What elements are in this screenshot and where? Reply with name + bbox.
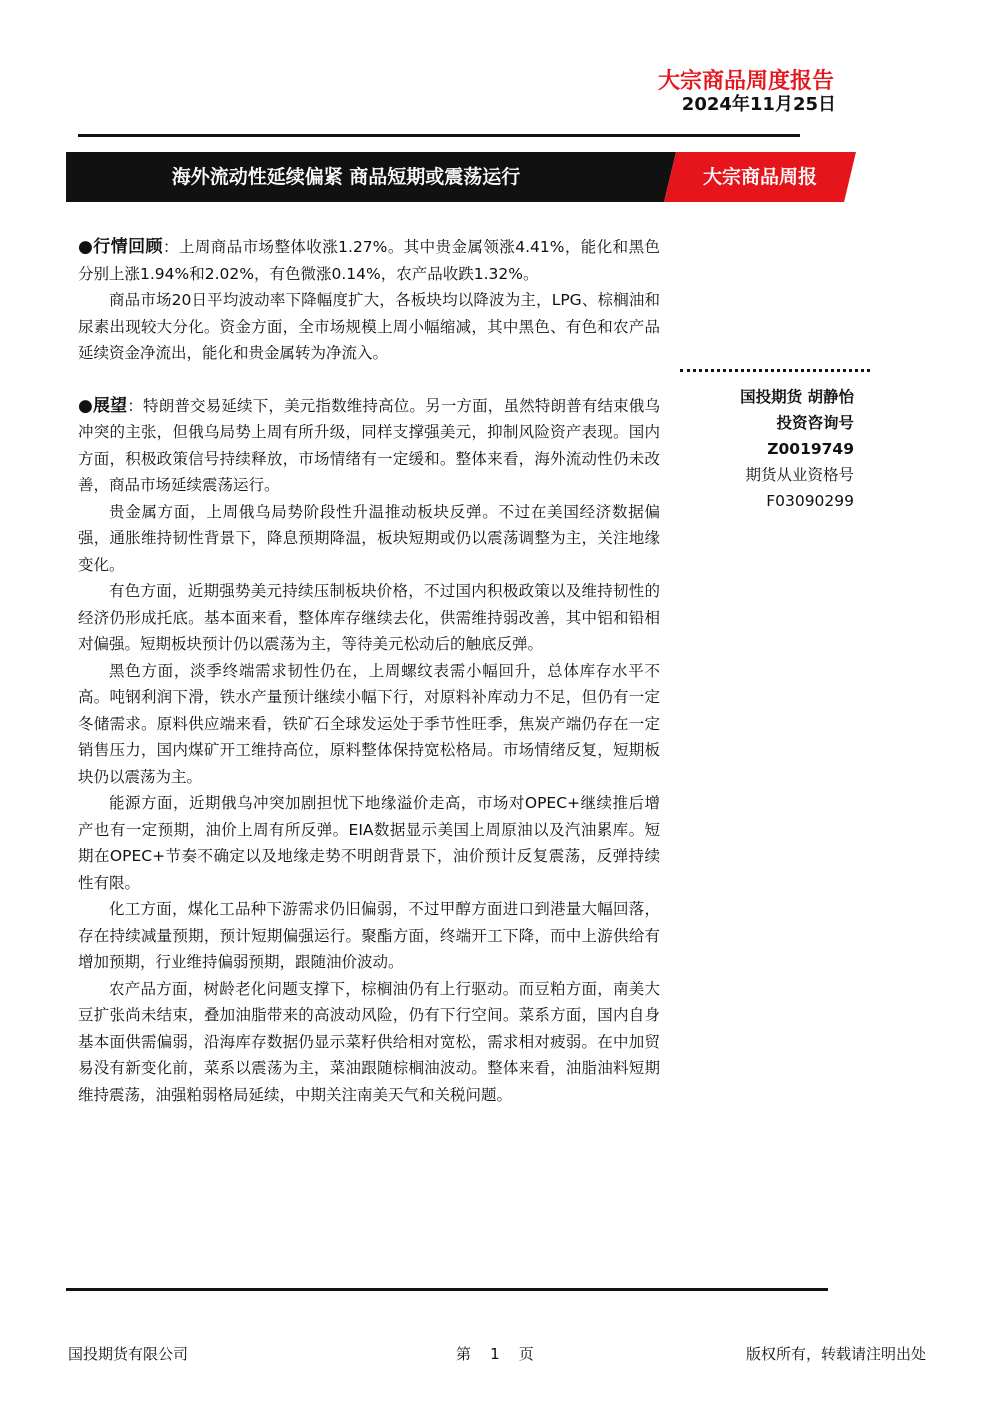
outlook-text: 特朗普交易延续下，美元指数维持高位。另一方面，虽然特朗普有结束俄乌冲突的主张，但俄乌局势上周有所升级，同样支撑强美元，抑制风险资产表现。国内方面，积极政策信号持续释放，市场情绪有一定缓和。整体来看，海外流动性仍未改善，商品市场延续震荡运行。 <box>78 396 660 494</box>
report-type-title: 大宗商品周度报告 <box>657 69 834 94</box>
qualification-number: F03090299 <box>766 492 854 510</box>
page-number: 第 1 页 <box>456 1345 534 1363</box>
author-name: 国投期货 胡静怡 <box>740 388 854 406</box>
chemical-paragraph: 化工方面，煤化工品种下游需求仍旧偏弱，不过甲醇方面进口到港量大幅回落，存在持续减量预期，预计短期偏强运行。聚酯方面，终端开工下降，而中上游供给有增加预期，行业维持偏弱预期，跟随油价波动。 <box>78 900 660 971</box>
market-review-text: 上周商品市场整体收涨1.27%。其中贵金属领涨4.41%，能化和黑色分别上涨1.94%和2.02%，有色微涨0.14%，农产品收跌1.32%。 <box>78 238 660 283</box>
consulting-number: Z0019749 <box>767 440 854 458</box>
author-divider <box>680 369 870 372</box>
report-headline: 海外流动性延续偏紧 商品短期或震荡运行 <box>171 166 521 188</box>
outlook-paragraph <box>78 393 660 499</box>
precious-metals-paragraph: 贵金属方面，上周俄乌局势阶段性升温推动板块反弹。不过在美国经济数据偏强，通胀维持韧性背景下，降息预期降温，板块短期或仍以震荡调整为主，关注地缘变化。 <box>78 502 660 574</box>
nonferrous-paragraph: 有色方面，近期强势美元持续压制板块价格，不过国内积极政策以及维持韧性的经济仍形成托底。基本面来看，整体库存继续去化，供需维持弱改善，其中铝和铅相对偏强。短期板块预计仍以震荡为主，等待美元松动后的触底反弹。 <box>78 582 660 653</box>
market-review-colon: ： <box>162 238 179 256</box>
report-body <box>78 234 660 1108</box>
market-review-paragraph <box>78 234 660 287</box>
agriculture-paragraph: 农产品方面，树龄老化问题支撑下，棕榈油仍有上行驱动。而豆粕方面，南美大豆扩张尚未结束，叠加油脂带来的高波动风险，仍有下行空间。菜系方面，国内自身基本面供需偏弱，沿海库存数据仍显示菜籽供给相对宽松，需求相对疲弱。在中加贸易没有新变化前，菜系以震荡为主，菜油跟随棕榈油波动。整体来看，油脂油料短期维持震荡，油强粕弱格局延续，中期关注南美天气和关税问题。 <box>78 979 660 1104</box>
consulting-number-label: 投资咨询号 <box>776 414 854 432</box>
footer-copyright: 版权所有，转载请注明出处 <box>745 1345 926 1363</box>
category-tag: 大宗商品周报 <box>702 166 817 188</box>
footer-company: 国投期货有限公司 <box>68 1345 189 1363</box>
report-date: 2024年11月25日 <box>681 94 836 115</box>
outlook-heading: ●展望 <box>78 395 128 416</box>
volatility-funds-paragraph: 商品市场20日平均波动率下降幅度扩大，各板块均以降波为主，LPG、棕榈油和尿素出现较大分化。资金方面，全市场规模上周小幅缩减，其中黑色、有色和农产品延续资金净流出，能化和贵金属转为净流入。 <box>78 291 660 362</box>
footer-divider <box>66 1288 828 1291</box>
qualification-label: 期货从业资格号 <box>745 466 854 484</box>
energy-paragraph: 能源方面，近期俄乌冲突加剧担忧下地缘溢价走高，市场对OPEC+继续推后增产也有一定预期，油价上周有所反弹。EIA数据显示美国上周原油以及汽油累库。短期在OPEC+节奏不确定以及地缘走势不明朗背景下，油价预计反复震荡，反弹持续性有限。 <box>78 794 660 892</box>
header-divider <box>78 134 800 137</box>
market-review-heading: ●行情回顾 <box>78 237 163 257</box>
ferrous-paragraph: 黑色方面，淡季终端需求韧性仍在，上周螺纹表需小幅回升，总体库存水平不高。吨钢利润下滑，铁水产量预计继续小幅下行，对原料补库动力不足，但仍有一定冬储需求。原料供应端来看，铁矿石全球发运处于季节性旺季，焦炭产端仍存在一定销售压力，国内煤矿开工维持高位，原料整体保持宽松格局。市场情绪反复，短期板块仍以震荡为主。 <box>78 661 660 786</box>
outlook-colon: ： <box>127 396 144 415</box>
section-spacer <box>78 367 660 393</box>
author-info <box>690 384 854 514</box>
